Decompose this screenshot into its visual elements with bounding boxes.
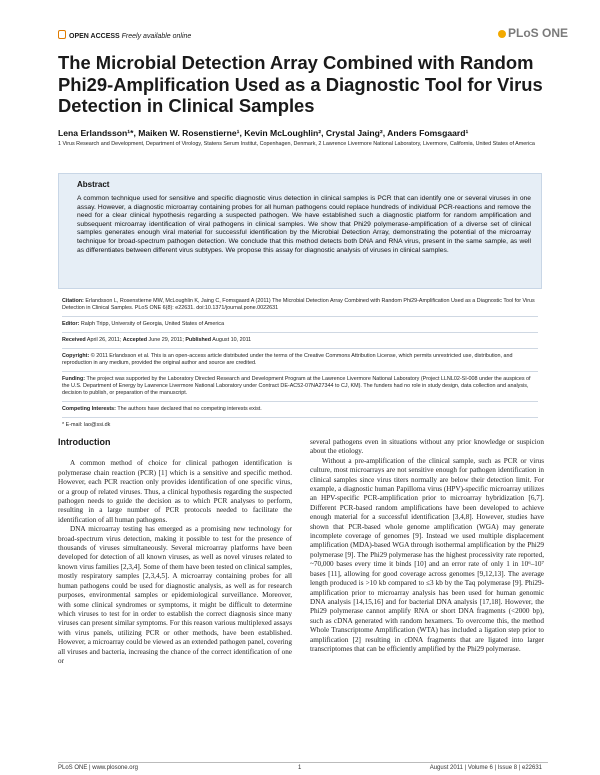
published-label: Published (185, 337, 212, 343)
published-date: August 10, 2011 (212, 337, 252, 343)
corresponding-email: * E-mail: lao@ssi.dk (62, 422, 111, 428)
competing-text: The authors have declared that no competing interests exist. (117, 406, 262, 412)
competing-interests (62, 406, 538, 413)
divider (62, 316, 538, 317)
accepted-label: Accepted (122, 337, 148, 343)
plos-logo-icon (498, 30, 506, 38)
paragraph: Without a pre-amplification of the clinical sample, such as PCR or virus culture, most microarrays are not sensitive enough for pathogen identification in clinical samples since virus titers normally are below their detection limit. For example, a diagnostic human Papilloma virus (HPV)-specific microarray utilizes an HPV-specific PCR-amplification prior to microarray hybridization [6,7]. Different PCR-based random amplifications have been developed to achieve enough material for a successful identification [3,4,8]. However, studies have shown that PCR-based whole genome amplification (WGA) may generate incomplete coverage of genomes [9]. Instead we used multiple displacement amplification (MDA)-based WGA through isothermal amplification by the Phi29 polymerase [9]. The Phi29 polymerase has the highest processivity rate reported, ~70,000 bases every time it binds [10] and an error rate of only 1 in 10⁶–10⁷ bases [11], allowing for good coverage across genomes [9,12,13]. The average length produced is >10 kb compared to ≤3 kb by the Taq polymerase [9]. Phi29-amplification prior to microarray analysis has been used for human genomic DNA analysis [14,15,16] and for bacterial DNA analysis [17,18]. However, the Phi29 polymerase cannot amplify RNA or short DNA fragments (<2000 bp), such as cDNA generated with random hexamers. To overcome this, the method Whole Transcriptome Amplification (WTA) has included a ligation step prior to amplification [2] resulting in cDNA fragments that are ligated into larger transcriptomes that can be efficiently amplified by the Phi29 polymerase. (310, 456, 544, 653)
article-metadata (62, 298, 538, 430)
funding-label: Funding: (62, 376, 86, 382)
abstract-box (58, 173, 542, 289)
divider (62, 332, 538, 333)
citation-text: Erlandsson L, Rosenstierne MW, McLoughlin K, Jaing C, Fomsgaard A (2011) The Microbial Detection Array Combined with Random Phi29-Amplification Used as a Diagnostic Tool for Virus Detection in Clinical Samples. PLoS ONE 6(8): e22631. doi:10.1371/journal.pone.0022631 (62, 298, 535, 311)
paragraph: A common method of choice for clinical pathogen identification is polymerase chain reaction (PCR) [1] which is a sensitive and specific method. However, each PCR reaction only provides identification of one specific virus, or a group of related viruses. Thus, a clinical hypothesis regarding the suspected pathogen needs to guide the decision as to which PCR analyses to perform, resulting in a large number of PCR protocols needed to facilitate the identification of all human pathogens. (58, 459, 292, 524)
citation (62, 298, 538, 312)
page-number: 1 (298, 765, 302, 771)
affiliations: 1 Virus Research and Development, Department of Virology, Statens Serum Institut, Copenhagen, Denmark, 2 Lawrence Livermore National Laboratory, Livermore, California, United States of America (58, 141, 535, 147)
funding (62, 376, 538, 397)
copyright-label: Copyright: (62, 353, 90, 359)
article-title: The Microbial Detection Array Combined with Random Phi29-Amplification Used as a Diagnostic Tool for Virus Detection in Clinical Samples (58, 52, 543, 116)
copyright-text: © 2011 Erlandsson et al. This is an open-access article distributed under the terms of the Creative Commons Attribution License, which permits unrestricted use, distribution, and reproduction in any medium, provided the original author and source are credited. (62, 353, 513, 366)
paragraph: DNA microarray testing has emerged as a promising new technology for broad-spectrum virus detection, making it possible to test for the presence of thousands of viruses simultaneously. Several microarray platforms have been developed for detection of all known viruses, as well as novel viruses related to known virus families [2,3,4]. Some of them have been tested on clinical samples, mostly respiratory samples [2,3,4,5]. A microarray containing probes for all human pathogens could be used for diagnostic analysis, as well as for research purposes, environmental samples or epidemiological surveillance. Moreover, with some clinical syndromes or symptoms, it might be difficult to determine which viruses to test for in order to establish the correct diagnosis since many viruses can present similar symptoms. For this reason various multiplexed assays with virus panels, utilizing PCR or other methods, have been established. However, a microarray could be viewed as an extended pathogen panel, covering all viruses and bacteria, increasing the chance of the correct identification of one or (58, 525, 292, 665)
abstract-text: A common technique used for sensitive and specific diagnostic virus detection in clinical samples is PCR that can identify one or several viruses in one assay. However, a diagnostic microarray containing probes for all human pathogens could replace hundreds of individual PCR-reactions and remove the need for a clear clinical hypothesis regarding a suspected pathogen. We have established such a diagnostic platform for random amplification and subsequent microarray identification of viral pathogens in clinical samples. We show that Phi29 polymerase-amplification of a diverse set of clinical samples generates enough viral material for successful identification by the Microbial Detection Array, demonstrating the potential of the microarray technique for broad-spectrum pathogen detection. We conclude that this method detects both DNA and RNA virus, present in the same sample, as well as differentiates between different virus subtypes. We propose this assay for diagnostic analysis of viruses in clinical samples. (77, 195, 531, 254)
open-access-label: OPEN ACCESS (69, 33, 120, 40)
footer-journal: PLoS ONE | www.plosone.org (58, 765, 138, 771)
copyright (62, 353, 538, 367)
abstract-heading: Abstract (77, 180, 110, 189)
funding-text: The project was supported by the Laboratory Directed Research and Development Program at the Lawrence Livermore National Laboratory (Project LLNL02-SI-008 under the auspices of the U.S. Department of Energy by Lawrence Livermore National Laboratory under Contract DE-AC52-07NA27344 to CJ, KM). The funders had no role in study design, data collection and analysis, decision to publish, or preparation of the manuscript. (62, 376, 531, 396)
right-column (310, 438, 544, 654)
left-column (58, 438, 292, 666)
footer-issue: August 2011 | Volume 6 | Issue 8 | e22631 (429, 765, 542, 771)
divider (62, 371, 538, 372)
author-list: Lena Erlandsson¹*, Maiken W. Rosenstierne¹, Kevin McLoughlin², Crystal Jaing², Anders Fomsgaard¹ (58, 128, 469, 138)
editor-label: Editor: (62, 321, 80, 327)
freely-available-label: Freely available online (121, 33, 192, 40)
introduction-heading: Introduction (58, 437, 111, 447)
divider (62, 417, 538, 418)
divider (62, 348, 538, 349)
journal-logo (498, 26, 568, 40)
open-access-badge (58, 30, 191, 40)
journal-logo-text: PLoS ONE (508, 26, 569, 40)
received-label: Received (62, 337, 86, 343)
accepted-date: June 29, 2011; (148, 337, 184, 343)
divider (62, 401, 538, 402)
competing-label: Competing Interests: (62, 406, 116, 412)
editor-text: Ralph Tripp, University of Georgia, United States of America (80, 321, 225, 327)
editor (62, 321, 538, 328)
dates (62, 337, 538, 344)
citation-label: Citation: (62, 298, 84, 304)
received-date: April 26, 2011; (86, 337, 122, 343)
footer-rule (58, 762, 548, 763)
paragraph: several pathogens even in situations without any prior knowledge or suspicion about the etiology. (310, 438, 544, 456)
open-lock-icon (58, 30, 66, 39)
